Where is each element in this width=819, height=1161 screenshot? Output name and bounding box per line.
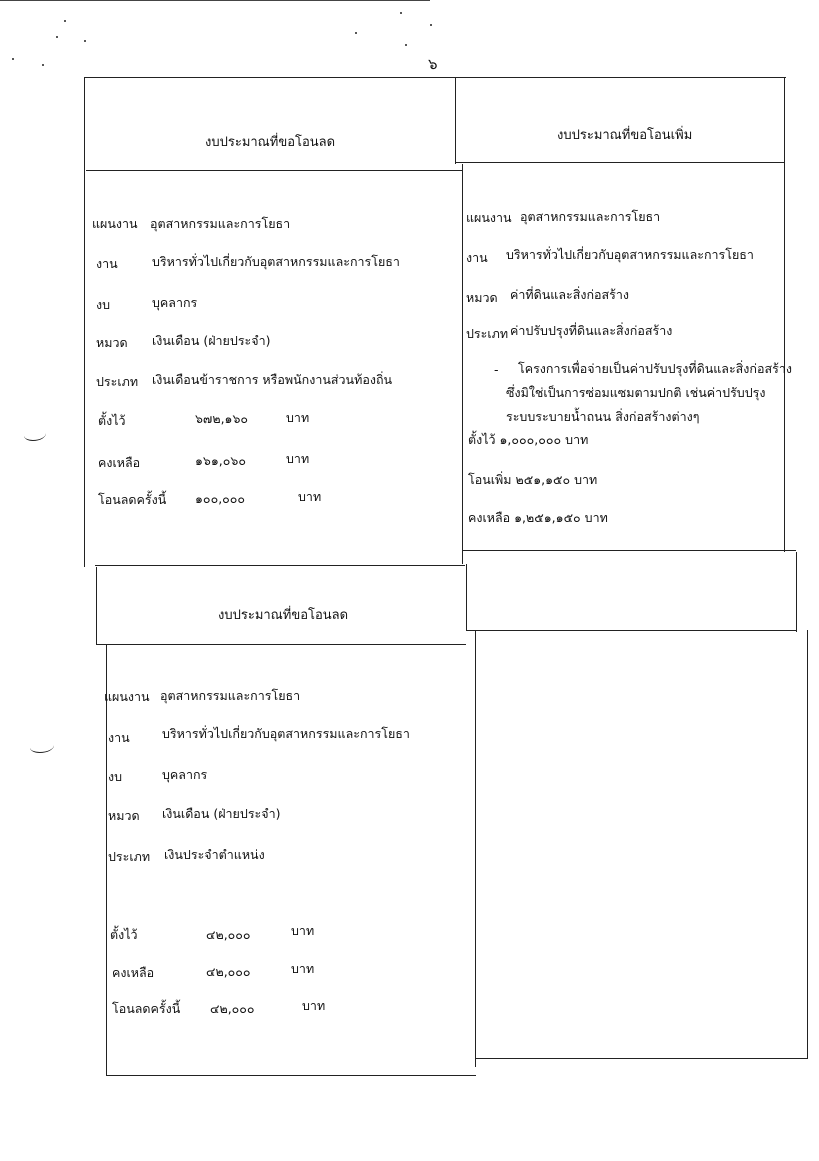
- plan-value: อุตสาหกรรมและการโยธา: [160, 688, 301, 703]
- table-top-border: [84, 77, 786, 78]
- center-divider-top: [455, 77, 456, 164]
- right-lower-header-underline: [466, 630, 796, 631]
- budget-value: บุคลากร: [162, 767, 208, 782]
- category-label: หมวด: [96, 335, 128, 350]
- project-line: ซึ่งมิใช่เป็นการซ่อมแซมตามปกติ เช่นค่าปรับปรุง: [506, 385, 766, 400]
- center-divider-lower: [475, 631, 476, 1067]
- plan-label: แผนงาน: [466, 210, 512, 225]
- pen-mark: [24, 428, 46, 441]
- center-divider-middle: [466, 564, 467, 631]
- remaining-unit: บาท: [286, 451, 310, 466]
- plan-value: อุตสาหกรรมและการโยธา: [520, 209, 661, 224]
- pen-mark: [30, 740, 54, 753]
- scan-speck: [12, 58, 14, 60]
- task-label: งาน: [108, 730, 130, 745]
- decrease-unit: บาท: [302, 998, 326, 1013]
- left-lower-header-underline: [96, 644, 466, 645]
- table-bottom-border-left: [106, 1075, 476, 1076]
- task-value: บริหารทั่วไปเกี่ยวกับอุตสาหกรรมและการโยธา: [506, 247, 754, 262]
- task-value: บริหารทั่วไปเกี่ยวกับอุตสาหกรรมและการโยธา: [152, 254, 400, 269]
- remaining-label: คงเหลือ: [98, 455, 141, 470]
- category-value: ค่าที่ดินและสิ่งก่อสร้าง: [510, 287, 629, 302]
- remaining-value: ๔๒,๐๐๐: [206, 964, 251, 979]
- allocated-amount: ตั้งไว้ ๑,๐๐๐,๐๐๐ บาท: [468, 432, 589, 447]
- allocated-unit: บาท: [286, 410, 310, 425]
- right-header-underline: [455, 162, 785, 163]
- type-value: เงินประจำตำแหน่ง: [164, 847, 265, 862]
- plan-label: แผนงาน: [104, 689, 150, 704]
- project-line: โครงการเพื่อจ่ายเป็นค่าปรับปรุงที่ดินและสิ่งก่อสร้าง: [518, 361, 792, 376]
- scan-speck: [400, 12, 402, 14]
- left-border-upper: [84, 77, 85, 567]
- allocated-value: ๔๒,๐๐๐: [206, 927, 251, 942]
- type-value: เงินเดือนข้าราชการ หรือพนักงานส่วนท้องถิ่น: [152, 372, 393, 387]
- task-value: บริหารทั่วไปเกี่ยวกับอุตสาหกรรมและการโยธา: [162, 726, 410, 741]
- project-line: ระบบระบายน้ำถนน สิ่งก่อสร้างต่างๆ: [506, 409, 700, 424]
- remaining-value: ๑๖๑,๐๖๐: [195, 453, 246, 468]
- right-section-divider: [462, 550, 796, 551]
- left-border-middle: [96, 567, 97, 645]
- task-label: งาน: [96, 256, 118, 271]
- category-label: หมวด: [466, 290, 498, 305]
- scan-speck: [64, 20, 66, 22]
- page-number: ๖: [428, 55, 438, 73]
- type-value: ค่าปรับปรุงที่ดินและสิ่งก่อสร้าง: [510, 323, 673, 338]
- scan-speck: [405, 44, 407, 46]
- left-border-lower: [106, 645, 107, 1075]
- right-border-lower: [807, 630, 808, 1059]
- allocated-label: ตั้งไว้: [98, 413, 126, 428]
- increase-amount: โอนเพิ่ม ๒๕๑,๑๕๐ บาท: [468, 472, 598, 487]
- center-divider-upper: [462, 164, 463, 564]
- right-border-middle: [796, 552, 797, 632]
- allocated-value: ๖๗๒,๑๖๐: [195, 411, 249, 426]
- budget-label: งบ: [108, 769, 123, 784]
- decrease-value: ๔๒,๐๐๐: [210, 1001, 255, 1016]
- category-value: เงินเดือน (ฝ่ายประจำ): [162, 806, 281, 821]
- scan-speck: [430, 24, 432, 26]
- remaining-unit: บาท: [291, 961, 315, 976]
- decrease-budget-header: งบประมาณที่ขอโอนลด: [205, 135, 336, 150]
- right-border-upper: [784, 77, 785, 552]
- scan-edge-line: [0, 0, 430, 1]
- remaining-amount: คงเหลือ ๑,๒๕๑,๑๕๐ บาท: [468, 510, 608, 525]
- scan-speck: [355, 32, 357, 34]
- decrease-value: ๑๐๐,๐๐๐: [195, 491, 246, 506]
- left-section-divider: [95, 565, 465, 566]
- type-label: ประเภท: [108, 849, 151, 864]
- plan-label: แผนงาน: [92, 216, 138, 231]
- decrease-label: โอนลดครั้งนี้: [98, 492, 167, 507]
- type-label: ประเภท: [96, 374, 139, 389]
- remaining-label: คงเหลือ: [112, 965, 155, 980]
- category-value: เงินเดือน (ฝ่ายประจำ): [152, 333, 271, 348]
- table-bottom-border-right: [475, 1058, 808, 1059]
- allocated-unit: บาท: [291, 923, 315, 938]
- increase-budget-header: งบประมาณที่ขอโอนเพิ่ม: [557, 128, 693, 143]
- task-label: งาน: [466, 250, 488, 265]
- left-header-underline: [86, 170, 462, 171]
- scan-speck: [42, 64, 44, 66]
- scan-speck: [84, 40, 86, 42]
- decrease-budget-header-2: งบประมาณที่ขอโอนลด: [218, 608, 349, 623]
- decrease-label: โอนลดครั้งนี้: [112, 1001, 181, 1016]
- decrease-unit: บาท: [298, 489, 322, 504]
- budget-value: บุคลากร: [152, 295, 198, 310]
- category-label: หมวด: [108, 808, 140, 823]
- budget-label: งบ: [96, 297, 111, 312]
- type-label: ประเภท: [466, 326, 509, 341]
- allocated-label: ตั้งไว้: [110, 927, 138, 942]
- project-bullet: -: [494, 362, 499, 377]
- plan-value: อุตสาหกรรมและการโยธา: [150, 216, 291, 231]
- scan-speck: [56, 36, 58, 38]
